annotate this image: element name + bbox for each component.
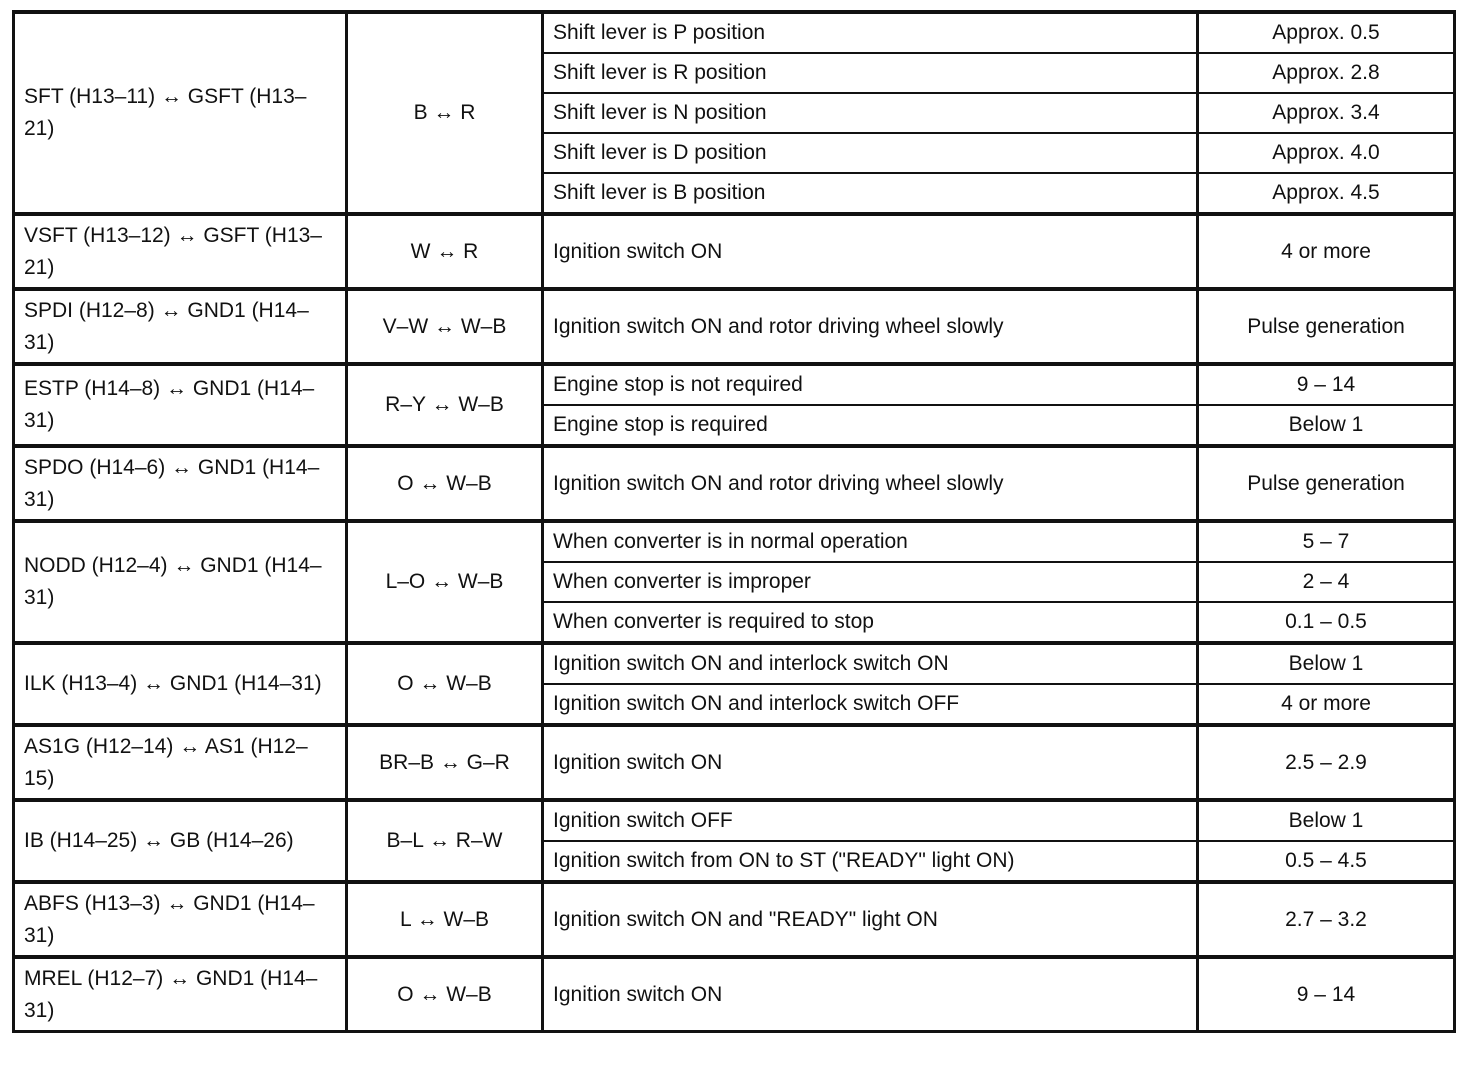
specified-condition-cell: 0.1 – 0.5 [1198,602,1455,643]
condition-cell: When converter is in normal operation [543,521,1198,562]
wiring-color-cell: L–O ↔ W–B [347,521,543,643]
table-row [14,800,1455,841]
condition-cell: Ignition switch ON [543,957,1198,1032]
wiring-color-cell: R–Y ↔ W–B [347,364,543,446]
condition-cell: When converter is required to stop [543,602,1198,643]
condition-cell: Ignition switch OFF [543,800,1198,841]
table-row [14,521,1455,562]
condition-cell: Engine stop is not required [543,364,1198,405]
specified-condition-cell: 4 or more [1198,214,1455,289]
terminal-cell: ESTP (H14–8) ↔ GND1 (H14–31) [14,364,347,446]
specified-condition-cell: Approx. 0.5 [1198,12,1455,53]
condition-cell: Ignition switch ON and interlock switch ON [543,643,1198,684]
specified-condition-cell: 9 – 14 [1198,364,1455,405]
table-row [14,957,1455,1032]
condition-cell: Shift lever is R position [543,53,1198,93]
condition-cell: Engine stop is required [543,405,1198,446]
condition-cell: Ignition switch ON and rotor driving wheel slowly [543,289,1198,364]
terminal-spec-table [12,10,1456,1033]
specified-condition-cell: 0.5 – 4.5 [1198,841,1455,882]
condition-cell: Shift lever is N position [543,93,1198,133]
table-row [14,725,1455,800]
condition-cell: Ignition switch ON [543,214,1198,289]
table-row [14,643,1455,684]
specified-condition-cell: 2.7 – 3.2 [1198,882,1455,957]
table-body [14,12,1455,1032]
table-row [14,289,1455,364]
wiring-color-cell: BR–B ↔ G–R [347,725,543,800]
wiring-color-cell: W ↔ R [347,214,543,289]
wiring-color-cell: B ↔ R [347,12,543,214]
terminal-cell: ILK (H13–4) ↔ GND1 (H14–31) [14,643,347,725]
table-row [14,12,1455,53]
terminal-cell: VSFT (H13–12) ↔ GSFT (H13–21) [14,214,347,289]
condition-cell: Ignition switch from ON to ST ("READY" light ON) [543,841,1198,882]
table-row [14,364,1455,405]
table-row [14,882,1455,957]
specified-condition-cell: 9 – 14 [1198,957,1455,1032]
condition-cell: Ignition switch ON and "READY" light ON [543,882,1198,957]
specified-condition-cell: Pulse generation [1198,289,1455,364]
specified-condition-cell: 2 – 4 [1198,562,1455,602]
terminal-cell: MREL (H12–7) ↔ GND1 (H14–31) [14,957,347,1032]
table-row [14,214,1455,289]
specified-condition-cell: Below 1 [1198,405,1455,446]
specified-condition-cell: Approx. 3.4 [1198,93,1455,133]
condition-cell: When converter is improper [543,562,1198,602]
specified-condition-cell: 5 – 7 [1198,521,1455,562]
terminal-cell: NODD (H12–4) ↔ GND1 (H14–31) [14,521,347,643]
wiring-color-cell: B–L ↔ R–W [347,800,543,882]
condition-cell: Shift lever is B position [543,173,1198,214]
specified-condition-cell: Approx. 2.8 [1198,53,1455,93]
specified-condition-cell: Approx. 4.5 [1198,173,1455,214]
wiring-color-cell: V–W ↔ W–B [347,289,543,364]
table-row [14,446,1455,521]
wiring-color-cell: O ↔ W–B [347,643,543,725]
specified-condition-cell: Below 1 [1198,643,1455,684]
condition-cell: Shift lever is P position [543,12,1198,53]
terminal-cell: SPDO (H14–6) ↔ GND1 (H14–31) [14,446,347,521]
terminal-cell: SFT (H13–11) ↔ GSFT (H13–21) [14,12,347,214]
specified-condition-cell: 4 or more [1198,684,1455,725]
terminal-cell: SPDI (H12–8) ↔ GND1 (H14–31) [14,289,347,364]
terminal-cell: IB (H14–25) ↔ GB (H14–26) [14,800,347,882]
condition-cell: Ignition switch ON and interlock switch OFF [543,684,1198,725]
specified-condition-cell: 2.5 – 2.9 [1198,725,1455,800]
specified-condition-cell: Pulse generation [1198,446,1455,521]
specified-condition-cell: Below 1 [1198,800,1455,841]
wiring-color-cell: O ↔ W–B [347,957,543,1032]
condition-cell: Ignition switch ON and rotor driving wheel slowly [543,446,1198,521]
wiring-color-cell: O ↔ W–B [347,446,543,521]
terminal-cell: ABFS (H13–3) ↔ GND1 (H14–31) [14,882,347,957]
wiring-color-cell: L ↔ W–B [347,882,543,957]
condition-cell: Shift lever is D position [543,133,1198,173]
terminal-cell: AS1G (H12–14) ↔ AS1 (H12–15) [14,725,347,800]
condition-cell: Ignition switch ON [543,725,1198,800]
specified-condition-cell: Approx. 4.0 [1198,133,1455,173]
